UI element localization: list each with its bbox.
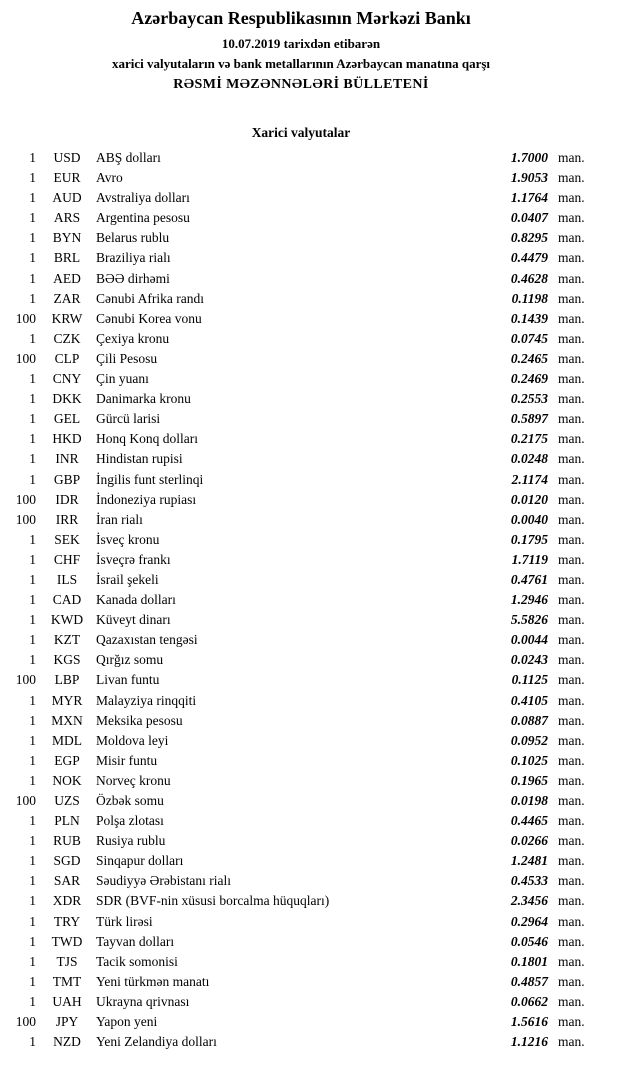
nominal-cell: 100 [15,793,36,808]
currency-code-cell: KRW [51,310,83,326]
currency-name-cell: Gürcü larisi [96,411,161,427]
table-row [6,952,596,972]
unit-cell: man. [558,973,585,989]
currency-code-cell: TJS [56,953,78,969]
unit-cell: man. [558,531,585,547]
currency-code-cell: NZD [53,1034,81,1050]
unit-cell: man. [558,1014,585,1030]
nominal-cell: 100 [15,672,36,688]
nominal-cell: 100 [15,350,36,366]
currency-code-cell: XDR [52,893,82,909]
nominal-cell: 1 [29,933,36,949]
currency-code-cell: SEK [54,531,80,547]
table-row [6,1032,596,1052]
unit-cell: man. [558,612,585,628]
currency-code-cell: EGP [54,752,80,768]
unit-cell: man. [558,833,585,849]
currency-code-cell: USD [53,150,81,165]
currency-name-cell: Yeni Zelandiya dolları [96,1034,217,1050]
rate-cell: 1.5616 [510,1014,548,1030]
currency-name-cell: Argentina pesosu [96,210,190,226]
unit-cell: man. [558,431,585,447]
nominal-cell: 1 [29,772,36,788]
nominal-cell: 100 [15,310,36,326]
currency-name-cell: Meksika pesosu [96,712,183,728]
nominal-cell: 1 [29,632,36,648]
currency-name-cell: Avro [96,170,123,186]
unit-cell: man. [558,592,585,608]
rate-cell: 0.4105 [510,692,548,708]
table-row [6,409,596,429]
rate-cell: 0.0040 [510,511,548,527]
table-row [6,570,596,590]
unit-cell: man. [558,330,585,346]
unit-cell: man. [558,451,585,467]
table-row [6,691,596,711]
unit-cell: man. [558,250,585,266]
currency-name-cell: Sinqapur dolları [96,853,184,869]
rate-cell: 0.0662 [510,993,548,1009]
unit-cell: man. [558,170,585,186]
unit-cell: man. [558,853,585,869]
currency-code-cell: IDR [55,491,79,507]
table-row [6,751,596,771]
currency-code-cell: MXN [51,712,83,728]
currency-code-cell: GBP [53,471,81,487]
table-row [6,851,596,871]
table-row [6,490,596,510]
rate-cell: 0.4628 [510,270,548,286]
rate-cell: 1.2481 [510,853,548,869]
currency-name-cell: Yeni türkmən manatı [96,973,210,989]
currency-name-cell: BƏƏ dirhəmi [96,270,170,286]
currency-code-cell: AED [53,270,81,286]
currency-code-cell: CZK [53,330,81,346]
unit-cell: man. [558,933,585,949]
table-row [6,329,596,349]
currency-name-cell: Belarus rublu [96,230,170,246]
table-row [6,731,596,751]
table-row [6,992,596,1012]
table-row [6,711,596,731]
currency-code-cell: KZT [53,632,81,648]
rates-table [6,148,596,1052]
currency-code-cell: EUR [53,170,81,186]
unit-cell: man. [558,793,585,808]
rate-cell: 0.2469 [510,371,548,387]
currency-name-cell: Yapon yeni [96,1014,158,1030]
nominal-cell: 1 [29,752,36,768]
currency-name-cell: İndoneziya rupiası [96,491,197,507]
nominal-cell: 1 [29,330,36,346]
currency-code-cell: KWD [50,612,84,628]
nominal-cell: 1 [29,471,36,487]
currency-name-cell: Moldova leyi [96,732,169,748]
table-row [6,429,596,449]
table-row [6,168,596,188]
nominal-cell: 1 [29,873,36,889]
currency-code-cell: TMT [52,973,82,989]
unit-cell: man. [558,732,585,748]
nominal-cell: 1 [29,712,36,728]
currency-name-cell: İsveç kronu [96,531,160,547]
rate-cell: 0.1439 [510,310,548,326]
nominal-cell: 1 [29,692,36,708]
unit-cell: man. [558,953,585,969]
nominal-cell: 1 [29,190,36,206]
currency-name-cell: Malayziya rinqqiti [96,692,197,708]
currency-code-cell: GEL [53,411,81,427]
rate-cell: 0.0745 [510,330,548,346]
unit-cell: man. [558,712,585,728]
table-row [6,470,596,490]
nominal-cell: 100 [15,491,36,507]
table-row [6,309,596,329]
table-row [6,932,596,952]
currency-code-cell: CLP [54,350,80,366]
table-row [6,891,596,911]
rate-cell: 1.9053 [510,170,548,186]
rate-cell: 0.1965 [510,772,548,788]
table-row [6,831,596,851]
currency-name-cell: Özbək somu [96,793,164,808]
table-row [6,349,596,369]
rate-cell: 0.0243 [510,652,548,668]
currency-code-cell: CAD [52,592,82,608]
table-row [6,670,596,690]
rate-cell: 0.0952 [510,732,548,748]
nominal-cell: 1 [29,953,36,969]
currency-name-cell: ABŞ dolları [96,150,161,165]
currency-name-cell: İsrail şekeli [96,571,159,587]
currency-code-cell: ARS [53,210,81,226]
unit-cell: man. [558,913,585,929]
unit-cell: man. [558,652,585,668]
currency-name-cell: İngilis funt sterlinqi [96,471,204,487]
table-row [6,771,596,791]
currency-code-cell: RUB [53,833,81,849]
rate-cell: 0.0407 [510,210,548,226]
rate-cell: 0.1125 [511,672,548,688]
currency-code-cell: INR [55,451,79,467]
currency-name-cell: Türk lirəsi [96,913,153,929]
currency-code-cell: TWD [51,933,83,949]
table-row [6,248,596,268]
currency-code-cell: ILS [56,571,78,587]
unit-cell: man. [558,350,585,366]
rate-cell: 5.5826 [510,612,548,628]
currency-name-cell: Braziliya rialı [96,250,171,266]
rate-cell: 2.1174 [511,471,548,487]
table-row [6,811,596,831]
rate-cell: 0.0044 [510,632,548,648]
currency-name-cell: Avstraliya dolları [96,190,190,206]
currency-code-cell: ZAR [53,290,81,306]
nominal-cell: 1 [29,451,36,467]
effective-date: 10.07.2019 tarixdən etibarən [221,36,381,51]
currency-code-cell: UZS [54,793,80,808]
currency-name-cell: Livan funtu [96,672,160,688]
table-row [6,650,596,670]
table-row [6,550,596,570]
table-row [6,791,596,811]
rate-cell: 0.0266 [510,833,548,849]
rate-cell: 0.4465 [510,813,548,829]
table-row [6,289,596,309]
currency-name-cell: Misir funtu [96,752,158,768]
rate-cell: 0.8295 [510,230,548,246]
unit-cell: man. [558,813,585,829]
currency-name-cell: İran rialı [96,511,143,527]
table-row [6,188,596,208]
unit-cell: man. [558,1034,585,1050]
nominal-cell: 1 [29,551,36,567]
rate-cell: 1.1764 [510,190,548,206]
unit-cell: man. [558,672,585,688]
rate-cell: 0.4761 [510,571,548,587]
nominal-cell: 1 [29,210,36,226]
currency-code-cell: CHF [53,551,81,567]
rate-cell: 0.0198 [510,793,548,808]
currency-name-cell: Qırğız somu [96,652,164,668]
table-row [6,269,596,289]
nominal-cell: 1 [29,612,36,628]
rate-cell: 0.1795 [510,531,548,547]
nominal-cell: 1 [29,833,36,849]
table-row [6,610,596,630]
nominal-cell: 1 [29,371,36,387]
unit-cell: man. [558,190,585,206]
currency-code-cell: CNY [52,371,82,387]
nominal-cell: 100 [15,511,36,527]
rate-cell: 0.5897 [510,411,548,427]
nominal-cell: 1 [29,993,36,1009]
unit-cell: man. [558,893,585,909]
table-row [6,912,596,932]
table-row [6,590,596,610]
nominal-cell: 1 [29,913,36,929]
currency-name-cell: Kanada dolları [96,592,176,608]
table-row [6,228,596,248]
rate-cell: 0.1198 [511,290,548,306]
unit-cell: man. [558,391,585,407]
unit-cell: man. [558,230,585,246]
currency-code-cell: NOK [52,772,82,788]
rate-cell: 0.0546 [510,933,548,949]
unit-cell: man. [558,411,585,427]
nominal-cell: 1 [29,391,36,407]
currency-name-cell: Səudiyyə Ərəbistanı rialı [96,873,231,889]
currency-name-cell: Cənubi Korea vonu [96,310,202,326]
currency-code-cell: DKK [52,391,82,407]
currency-code-cell: HKD [52,431,82,447]
rate-cell: 1.7000 [510,150,548,165]
unit-cell: man. [558,471,585,487]
rate-cell: 0.4533 [510,873,548,889]
unit-cell: man. [558,511,585,527]
unit-cell: man. [558,290,585,306]
currency-name-cell: Küveyt dinarı [96,612,171,628]
rate-cell: 1.7119 [511,551,548,567]
unit-cell: man. [558,873,585,889]
currency-name-cell: Rusiya rublu [96,833,166,849]
rate-cell: 0.2553 [510,391,548,407]
currency-code-cell: PLN [54,813,80,829]
bulletin-title: RƏSMİ MƏZƏNNƏLƏRİ BÜLLETENİ [173,77,429,92]
nominal-cell: 1 [29,150,36,165]
rate-cell: 0.2465 [510,350,548,366]
unit-cell: man. [558,210,585,226]
currency-code-cell: MDL [52,732,82,748]
currency-name-cell: Danimarka kronu [96,391,191,407]
currency-code-cell: MYR [51,692,83,708]
unit-cell: man. [558,993,585,1009]
table-row [6,972,596,992]
currency-name-cell: Çili Pesosu [96,350,158,366]
currency-name-cell: İsveçrə frankı [96,551,171,567]
unit-cell: man. [558,692,585,708]
nominal-cell: 1 [29,250,36,266]
section-title-foreign-currencies: Xarici valyutalar [251,125,351,140]
nominal-cell: 1 [29,230,36,246]
unit-cell: man. [558,632,585,648]
currency-code-cell: UAH [52,993,82,1009]
currency-code-cell: TRY [53,913,81,929]
table-row [6,389,596,409]
nominal-cell: 1 [29,592,36,608]
unit-cell: man. [558,571,585,587]
currency-name-cell: SDR (BVF-nin xüsusi borcalma hüquqları) [96,893,330,909]
currency-code-cell: SAR [53,873,81,889]
bank-name: Azərbaycan Respublikasının Mərkəzi Bankı [131,8,471,28]
unit-cell: man. [558,150,585,165]
nominal-cell: 1 [29,853,36,869]
nominal-cell: 1 [29,1034,36,1050]
rate-cell: 0.4479 [510,250,548,266]
currency-code-cell: BRL [53,250,81,266]
currency-name-cell: Tacik somonisi [96,953,178,969]
nominal-cell: 1 [29,571,36,587]
nominal-cell: 1 [29,531,36,547]
nominal-cell: 1 [29,170,36,186]
nominal-cell: 100 [15,1014,36,1030]
rate-cell: 0.0248 [510,451,548,467]
nominal-cell: 1 [29,732,36,748]
currency-name-cell: Çin yuanı [96,371,149,387]
unit-cell: man. [558,371,585,387]
nominal-cell: 1 [29,652,36,668]
currency-name-cell: Çexiya kronu [96,330,170,346]
currency-name-cell: Tayvan dolları [96,933,175,949]
currency-name-cell: Hindistan rupisi [96,451,183,467]
currency-name-cell: Honq Konq dolları [96,431,198,447]
unit-cell: man. [558,752,585,768]
table-row [6,871,596,891]
table-row [6,1012,596,1032]
table-row [6,148,596,168]
bulletin-subtitle: xarici valyutaların və bank metallarının Azərbaycan manatına qarşı [111,56,491,71]
rate-cell: 0.1801 [510,953,548,969]
unit-cell: man. [558,270,585,286]
nominal-cell: 1 [29,411,36,427]
nominal-cell: 1 [29,270,36,286]
table-row [6,208,596,228]
currency-code-cell: LBP [54,672,80,688]
currency-name-cell: Cənubi Afrika randı [96,290,204,306]
currency-code-cell: SGD [53,853,81,869]
nominal-cell: 1 [29,893,36,909]
rate-cell: 0.0887 [510,712,548,728]
table-row [6,369,596,389]
currency-name-cell: Polşa zlotası [96,813,164,829]
currency-code-cell: AUD [52,190,82,206]
rate-cell: 2.3456 [510,893,548,909]
rate-cell: 0.2175 [510,431,548,447]
nominal-cell: 1 [29,290,36,306]
currency-code-cell: KGS [53,652,81,668]
currency-name-cell: Norveç kronu [96,772,171,788]
bulletin-header [6,8,596,93]
rate-cell: 0.4857 [510,973,548,989]
nominal-cell: 1 [29,973,36,989]
currency-name-cell: Ukrayna qrivnası [96,993,190,1009]
nominal-cell: 1 [29,813,36,829]
rate-cell: 0.1025 [510,752,548,768]
table-row [6,510,596,530]
table-row [6,449,596,469]
currency-name-cell: Qazaxıstan tengəsi [96,632,198,648]
rate-cell: 1.2946 [510,592,548,608]
currency-code-cell: BYN [52,230,82,246]
currency-code-cell: IRR [55,511,79,527]
unit-cell: man. [558,772,585,788]
currency-code-cell: JPY [55,1014,79,1030]
unit-cell: man. [558,491,585,507]
table-row [6,630,596,650]
table-row [6,530,596,550]
unit-cell: man. [558,551,585,567]
rate-cell: 1.1216 [510,1034,548,1050]
unit-cell: man. [558,310,585,326]
nominal-cell: 1 [29,431,36,447]
rate-cell: 0.2964 [510,913,548,929]
rate-cell: 0.0120 [510,491,548,507]
